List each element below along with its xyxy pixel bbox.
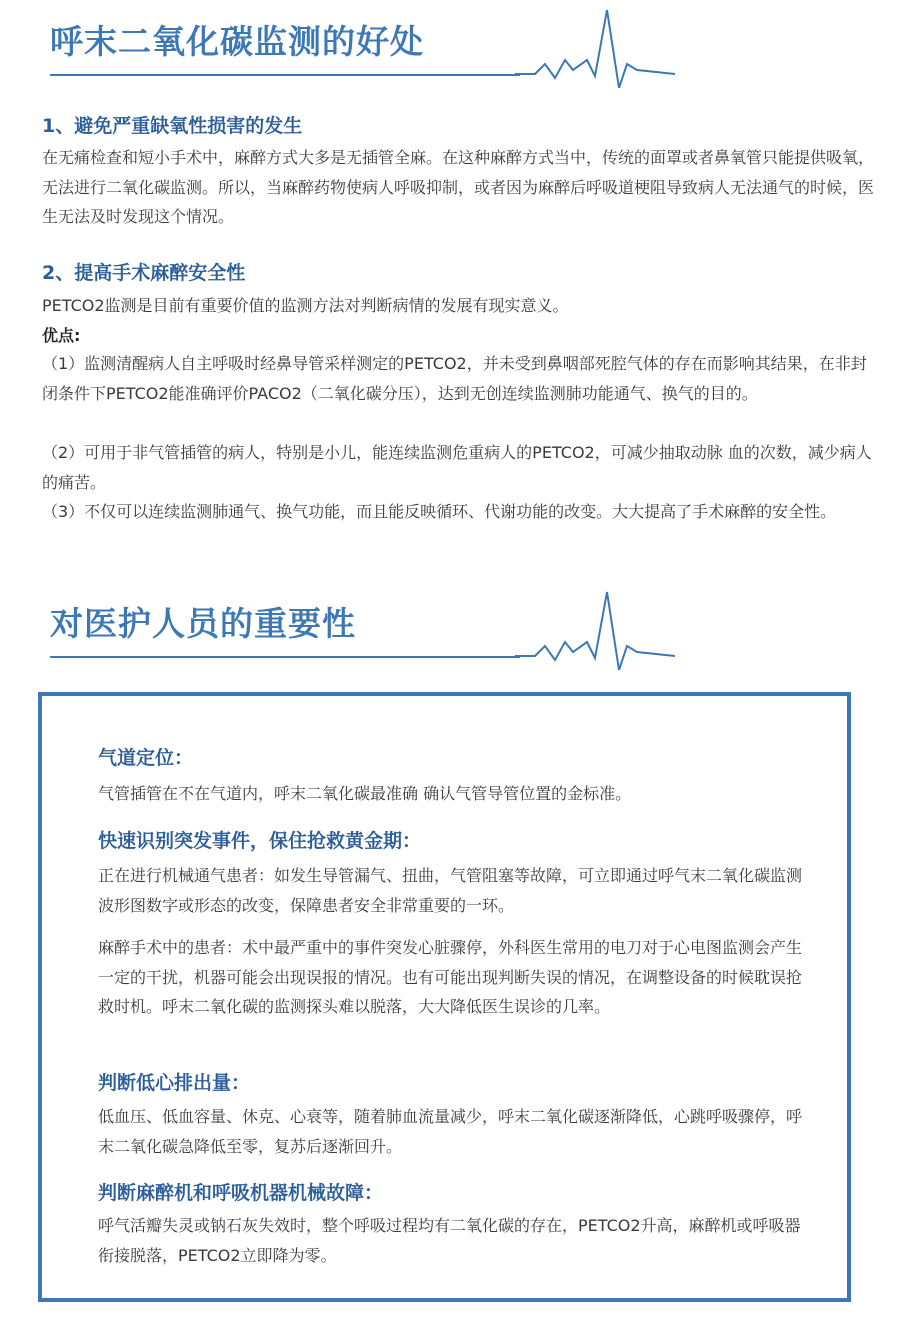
heading-improve-safety: 2、提高手术麻醉安全性 xyxy=(42,262,246,284)
advantage-point-2: （2）可用于非气管插管的病人，特别是小儿，能连续监测危重病人的PETCO2，可减少抽取动脉 血的次数，减少病人的痛苦。 xyxy=(42,443,872,492)
paragraph-machine-failure: 呼气活瓣失灵或钠石灰失效时，整个呼吸过程均有二氧化碳的存在，PETCO2升高，麻醉机或呼吸器衔接脱落，PETCO2立即降为零。 xyxy=(98,1216,801,1265)
heading-machine-failure: 判断麻醉机和呼吸机器机械故障： xyxy=(98,1182,384,1204)
paragraph-anesthesia-surgery: 麻醉手术中的患者：术中最严重中的事件突发心脏骤停，外科医生常用的电刀对于心电图监测会产生一定的干扰，机器可能会出现误报的情况。也有可能出现判断失误的情况，在调整设备的时候耽误抢救时机。呼末二氧化碳的监测探头难以脱落，大大降低医生误诊的几率。 xyxy=(98,938,803,1016)
paragraph-airway-position: 气管插管在不在气道内，呼末二氧化碳最准确 确认气管导管位置的金标准。 xyxy=(98,784,632,803)
advantage-point-3: （3）不仅可以连续监测肺通气、换气功能，而且能反映循环、代谢功能的改变。大大提高了手术麻醉的安全性。 xyxy=(42,502,837,521)
advantage-point-1: （1）监测清醒病人自主呼吸时经鼻导管采样测定的PETCO2，并未受到鼻咽部死腔气体的存在而影响其结果，在非封闭条件下PETCO2能准确评价PACO2（二氧化碳分压），达到无创连续监测肺功能通气、换气的目的。 xyxy=(42,354,867,403)
paragraph-low-cardiac-output: 低血压、低血容量、休克、心衰等，随着肺血流量减少，呼末二氧化碳逐渐降低，心跳呼吸骤停，呼末二氧化碳急降低至零，复苏后逐渐回升。 xyxy=(98,1107,803,1156)
paragraph-mechanical-ventilation: 正在进行机械通气患者：如发生导管漏气、扭曲，气管阻塞等故障，可立即通过呼气末二氧化碳监测波形图数字或形态的改变，保障患者安全非常重要的一环。 xyxy=(98,866,803,915)
title-underline xyxy=(50,74,520,76)
heading-airway-position: 气道定位： xyxy=(98,747,194,769)
heading-low-cardiac-output: 判断低心排出量： xyxy=(98,1072,251,1094)
title-underline xyxy=(50,656,520,658)
heartbeat-wave-icon xyxy=(515,8,680,88)
paragraph-avoid-hypoxia: 在无痛检查和短小手术中，麻醉方式大多是无插管全麻。在这种麻醉方式当中，传统的面罩或者鼻氧管只能提供吸氧，无法进行二氧化碳监测。所以，当麻醉药物使病人呼吸抑制，或者因为麻醉后呼吸道梗阻导致病人无法通气的时候，医生无法及时发现这个情况。 xyxy=(42,148,875,226)
paragraph-petco2-intro: PETCO2监测是目前有重要价值的监测方法对判断病情的发展有现实意义。 xyxy=(42,296,569,315)
heartbeat-wave-icon xyxy=(515,590,680,670)
section-title-importance: 对医护人员的重要性 xyxy=(50,604,356,643)
heading-emergency: 快速识别突发事件，保住抢救黄金期： xyxy=(98,830,422,852)
heading-avoid-hypoxia: 1、避免严重缺氧性损害的发生 xyxy=(42,115,303,137)
section-title-benefits: 呼末二氧化碳监测的好处 xyxy=(50,22,424,61)
advantages-label: 优点: xyxy=(42,326,81,345)
